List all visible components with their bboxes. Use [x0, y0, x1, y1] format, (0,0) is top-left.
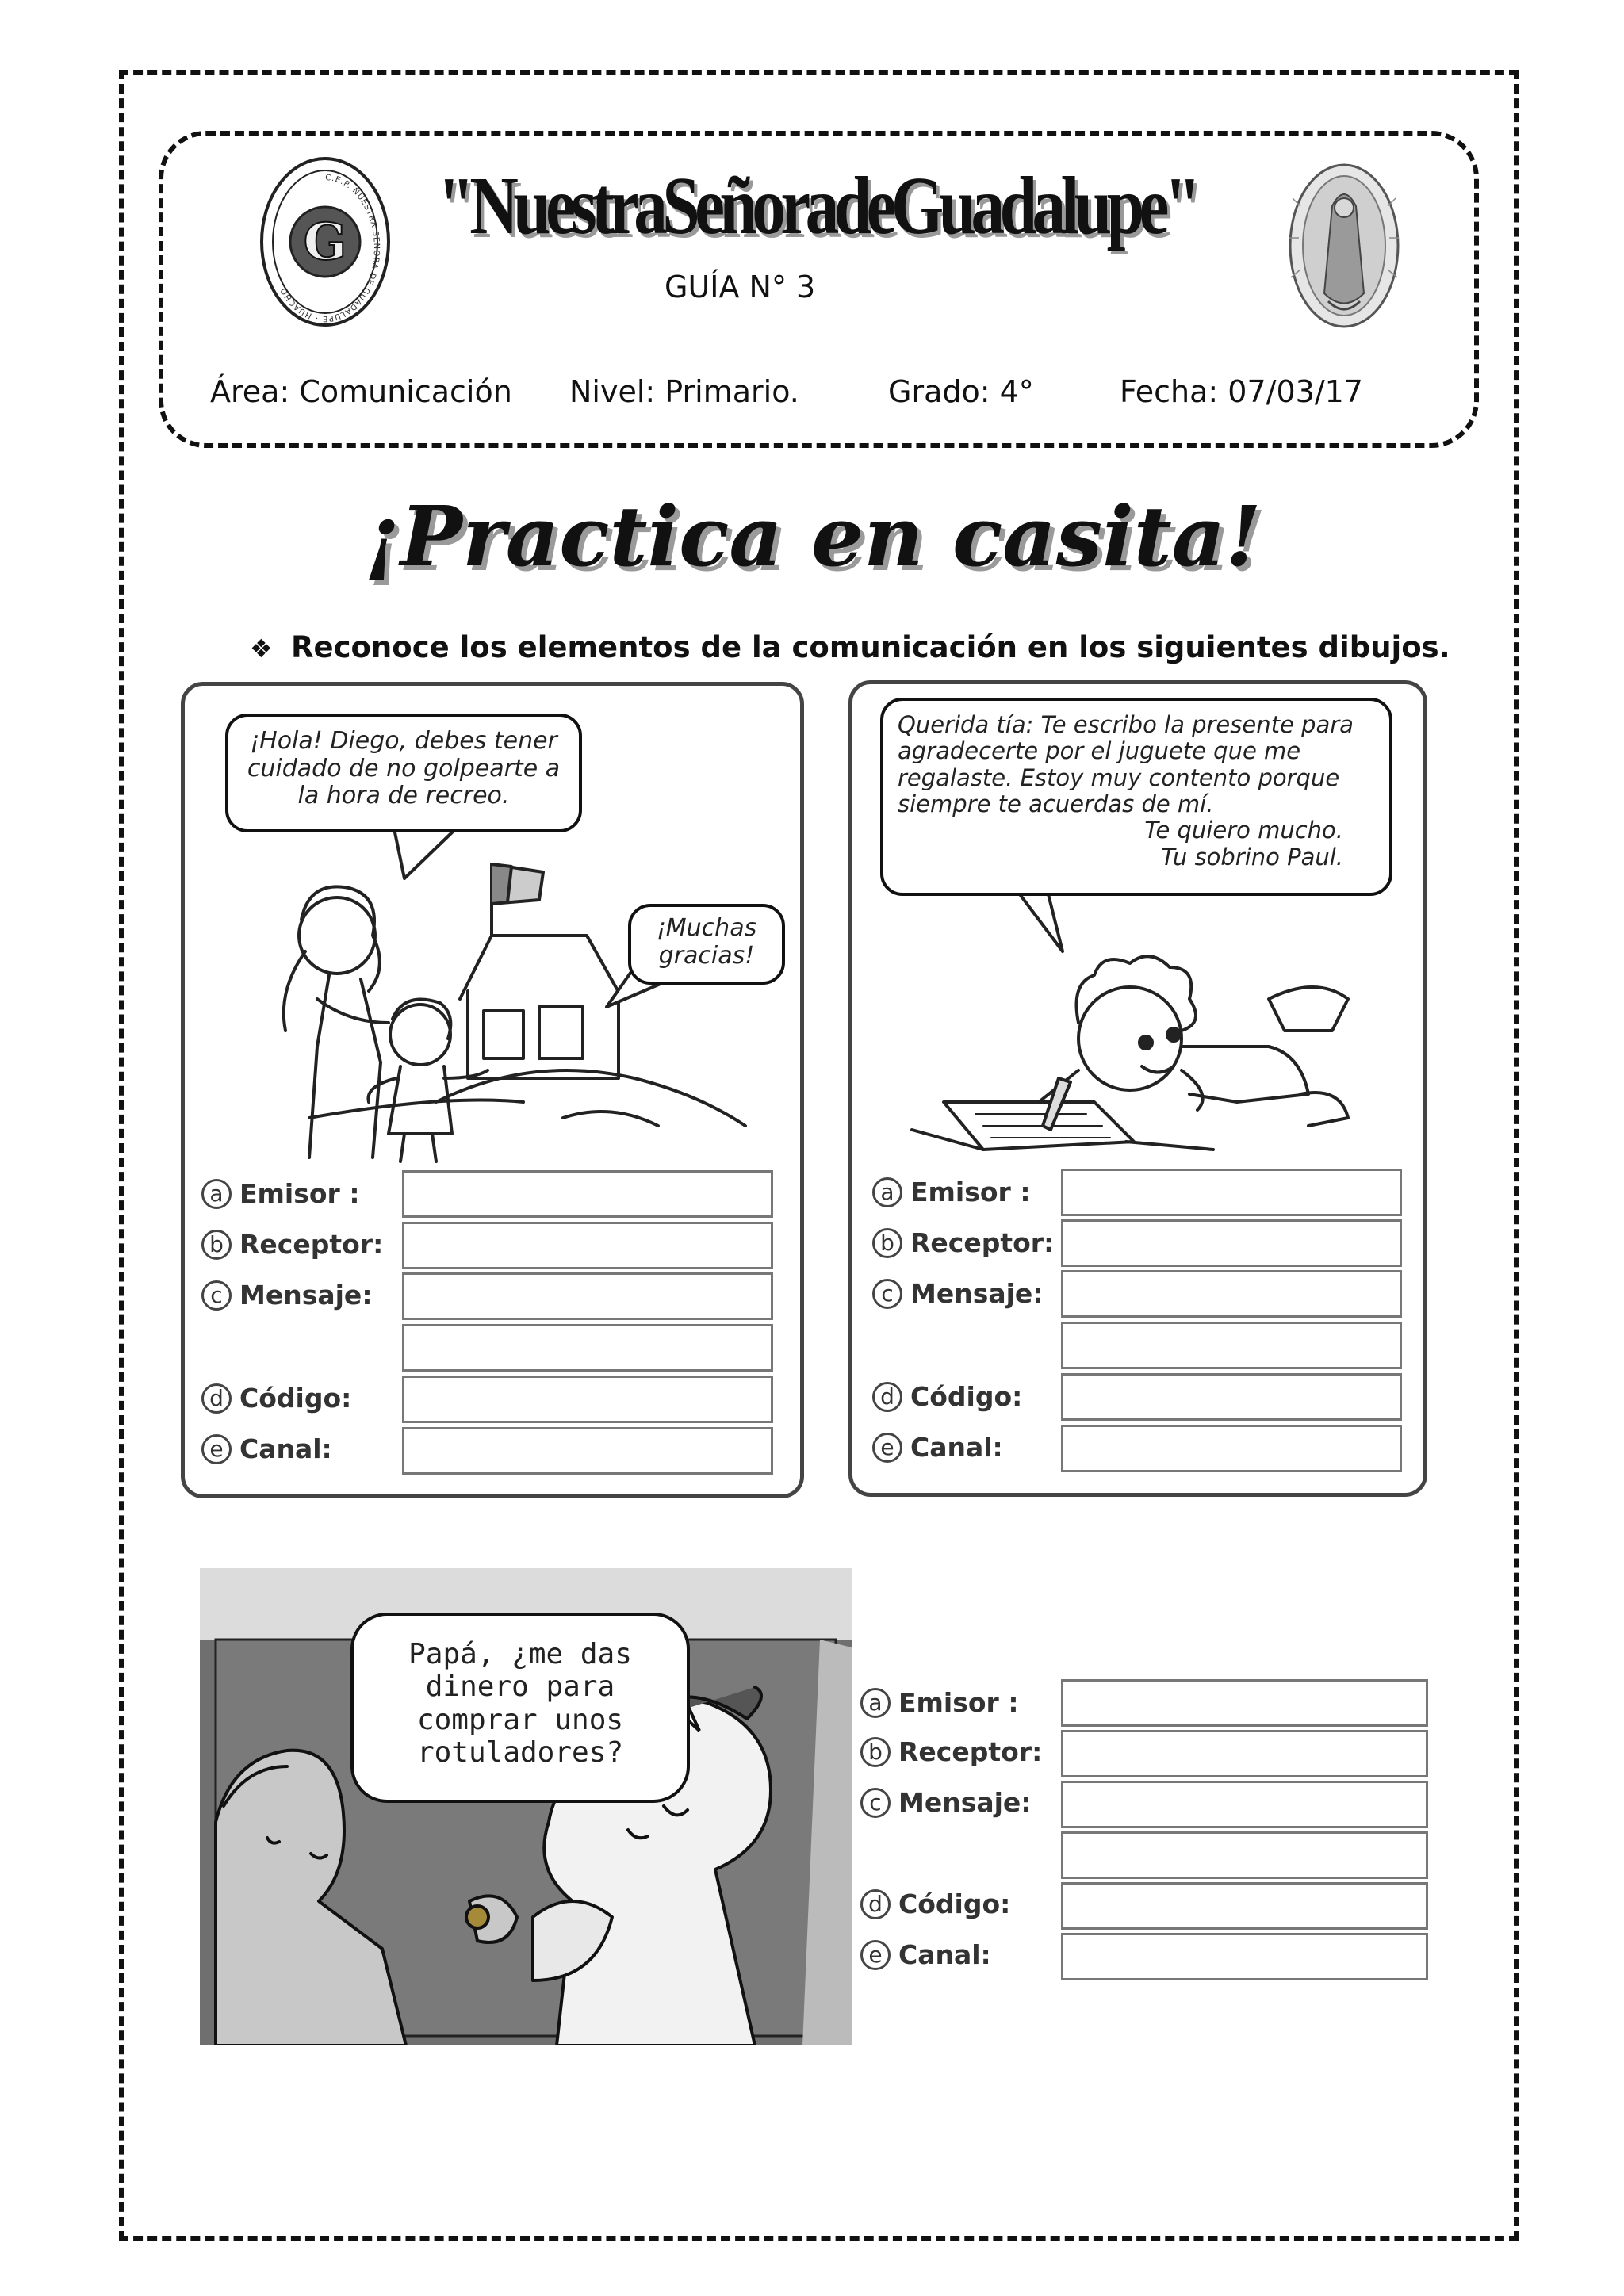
codigo-input[interactable] [404, 1378, 771, 1421]
mensaje-input-line-2[interactable] [1063, 1834, 1426, 1877]
field-label-text: Mensaje: [910, 1278, 1044, 1309]
field-label-emisor [201, 1178, 360, 1209]
letter-badge: d [860, 1889, 891, 1919]
answer-canal[interactable] [1061, 1425, 1402, 1472]
letter-body: Querida tía: Te escribo la presente para agradecerte por el juguete que me regalaste. Estoy muy contento porque siempre te acuerdas de mí. [898, 711, 1354, 818]
speech-bubble: Papá, ¿me das dinero para comprar unos rotuladores? [350, 1613, 690, 1803]
letter-badge: b [201, 1230, 232, 1260]
answer-receptor[interactable] [1061, 1219, 1402, 1267]
exercise-2-illustration [856, 888, 1419, 1158]
field-label-text: Código: [910, 1381, 1023, 1412]
field-label-text: Emisor : [239, 1178, 360, 1209]
answer-receptor[interactable] [402, 1222, 773, 1269]
field-label-codigo [872, 1381, 1022, 1412]
speech-bubble: ¡Muchas gracias! [628, 904, 785, 985]
answer-mensaje-line-2[interactable] [1061, 1322, 1402, 1369]
letter-badge: e [872, 1433, 902, 1463]
mensaje-input-line-2[interactable] [404, 1326, 771, 1369]
codigo-input[interactable] [1063, 1885, 1426, 1927]
field-label-canal [201, 1433, 332, 1464]
letter-badge: c [872, 1279, 902, 1309]
answer-mensaje[interactable] [1061, 1781, 1428, 1828]
answer-canal[interactable] [402, 1427, 773, 1475]
field-label-text: Emisor : [910, 1177, 1031, 1207]
mensaje-input[interactable] [1063, 1783, 1426, 1826]
page-title: ¡Practica en casita! [364, 488, 1262, 585]
answer-mensaje-line-2[interactable] [1061, 1831, 1428, 1879]
instruction-text: Reconoce los elementos de la comunicación en los siguientes dibujos. [291, 630, 1450, 664]
field-label-receptor [872, 1227, 1054, 1258]
field-label-text: Receptor: [910, 1227, 1055, 1258]
answer-mensaje[interactable] [1061, 1270, 1402, 1318]
field-label-mensaje [201, 1280, 373, 1311]
field-label-mensaje [860, 1787, 1032, 1818]
letter-badge: a [201, 1179, 232, 1209]
letter-badge: c [201, 1280, 232, 1311]
receptor-input[interactable] [1063, 1222, 1400, 1265]
letter-badge: e [201, 1434, 232, 1464]
letter-badge: d [201, 1383, 232, 1414]
answer-emisor[interactable] [402, 1170, 773, 1218]
field-label-text: Canal: [239, 1433, 332, 1464]
answer-receptor[interactable] [1061, 1730, 1428, 1777]
field-label-text: Código: [239, 1383, 352, 1414]
mensaje-input[interactable] [1063, 1272, 1400, 1315]
letter-badge: b [872, 1228, 902, 1258]
info-level: Nivel: Primario. [569, 374, 799, 409]
field-label-canal [860, 1939, 991, 1970]
answer-emisor[interactable] [1061, 1679, 1428, 1727]
info-grade: Grado: 4° [888, 374, 1034, 409]
letter-badge: a [860, 1688, 891, 1718]
mensaje-input[interactable] [404, 1275, 771, 1318]
letter-signature: Tu sobrino Paul. [1161, 843, 1343, 871]
answer-codigo[interactable] [402, 1376, 773, 1423]
field-label-text: Receptor: [239, 1229, 384, 1260]
info-area: Área: Comunicación [210, 374, 512, 409]
answer-mensaje-line-2[interactable] [402, 1324, 773, 1372]
letter-bubble [880, 698, 1392, 896]
emisor-input[interactable] [1063, 1682, 1426, 1724]
school-logo [258, 155, 393, 329]
answer-codigo[interactable] [1061, 1373, 1402, 1421]
instruction [250, 630, 1450, 664]
codigo-input[interactable] [1063, 1376, 1400, 1418]
emisor-input[interactable] [1063, 1171, 1400, 1214]
speech-bubble: ¡Hola! Diego, debes tener cuidado de no golpearte a la hora de recreo. [225, 714, 582, 832]
letter-badge: c [860, 1788, 891, 1818]
field-label-text: Mensaje: [898, 1787, 1032, 1818]
answer-emisor[interactable] [1061, 1169, 1402, 1216]
canal-input[interactable] [1063, 1935, 1426, 1978]
field-label-text: Emisor : [898, 1687, 1019, 1718]
letter-badge: b [860, 1737, 891, 1767]
field-label-receptor [201, 1229, 383, 1260]
guide-number: GUÍA N° 3 [665, 270, 816, 304]
bullet-icon: ❖ [250, 633, 273, 664]
mensaje-input-line-2[interactable] [1063, 1324, 1400, 1367]
field-label-text: Canal: [898, 1939, 991, 1970]
receptor-input[interactable] [404, 1224, 771, 1267]
field-label-emisor [860, 1687, 1019, 1718]
virgin-guadalupe-image [1285, 159, 1404, 333]
letter-badge: e [860, 1940, 891, 1970]
field-label-text: Mensaje: [239, 1280, 373, 1311]
field-label-codigo [201, 1383, 351, 1414]
letter-closing: Te quiero mucho. [1144, 817, 1343, 844]
receptor-input[interactable] [1063, 1732, 1426, 1775]
logo-ring-text: C.E.P. NUESTRA SEÑORA DE GUADALUPE · HUACHO [278, 173, 381, 323]
field-label-receptor [860, 1736, 1042, 1767]
exercise-1-illustration [190, 840, 793, 1165]
field-label-mensaje [872, 1278, 1044, 1309]
canal-input[interactable] [1063, 1427, 1400, 1470]
answer-mensaje[interactable] [402, 1272, 773, 1320]
letter-badge: a [872, 1177, 902, 1207]
field-label-text: Receptor: [898, 1736, 1043, 1767]
letter-badge: d [872, 1382, 902, 1412]
field-label-codigo [860, 1888, 1010, 1919]
field-label-text: Canal: [910, 1432, 1003, 1463]
answer-canal[interactable] [1061, 1933, 1428, 1980]
answer-codigo[interactable] [1061, 1882, 1428, 1930]
emisor-input[interactable] [404, 1173, 771, 1215]
canal-input[interactable] [404, 1429, 771, 1472]
field-label-text: Código: [898, 1888, 1011, 1919]
logo-letter: G [303, 212, 347, 272]
school-name: "NuestraSeñoradeGuadalupe" [437, 160, 1197, 251]
field-label-emisor [872, 1177, 1031, 1207]
field-label-canal [872, 1432, 1003, 1463]
info-date: Fecha: 07/03/17 [1120, 374, 1363, 409]
